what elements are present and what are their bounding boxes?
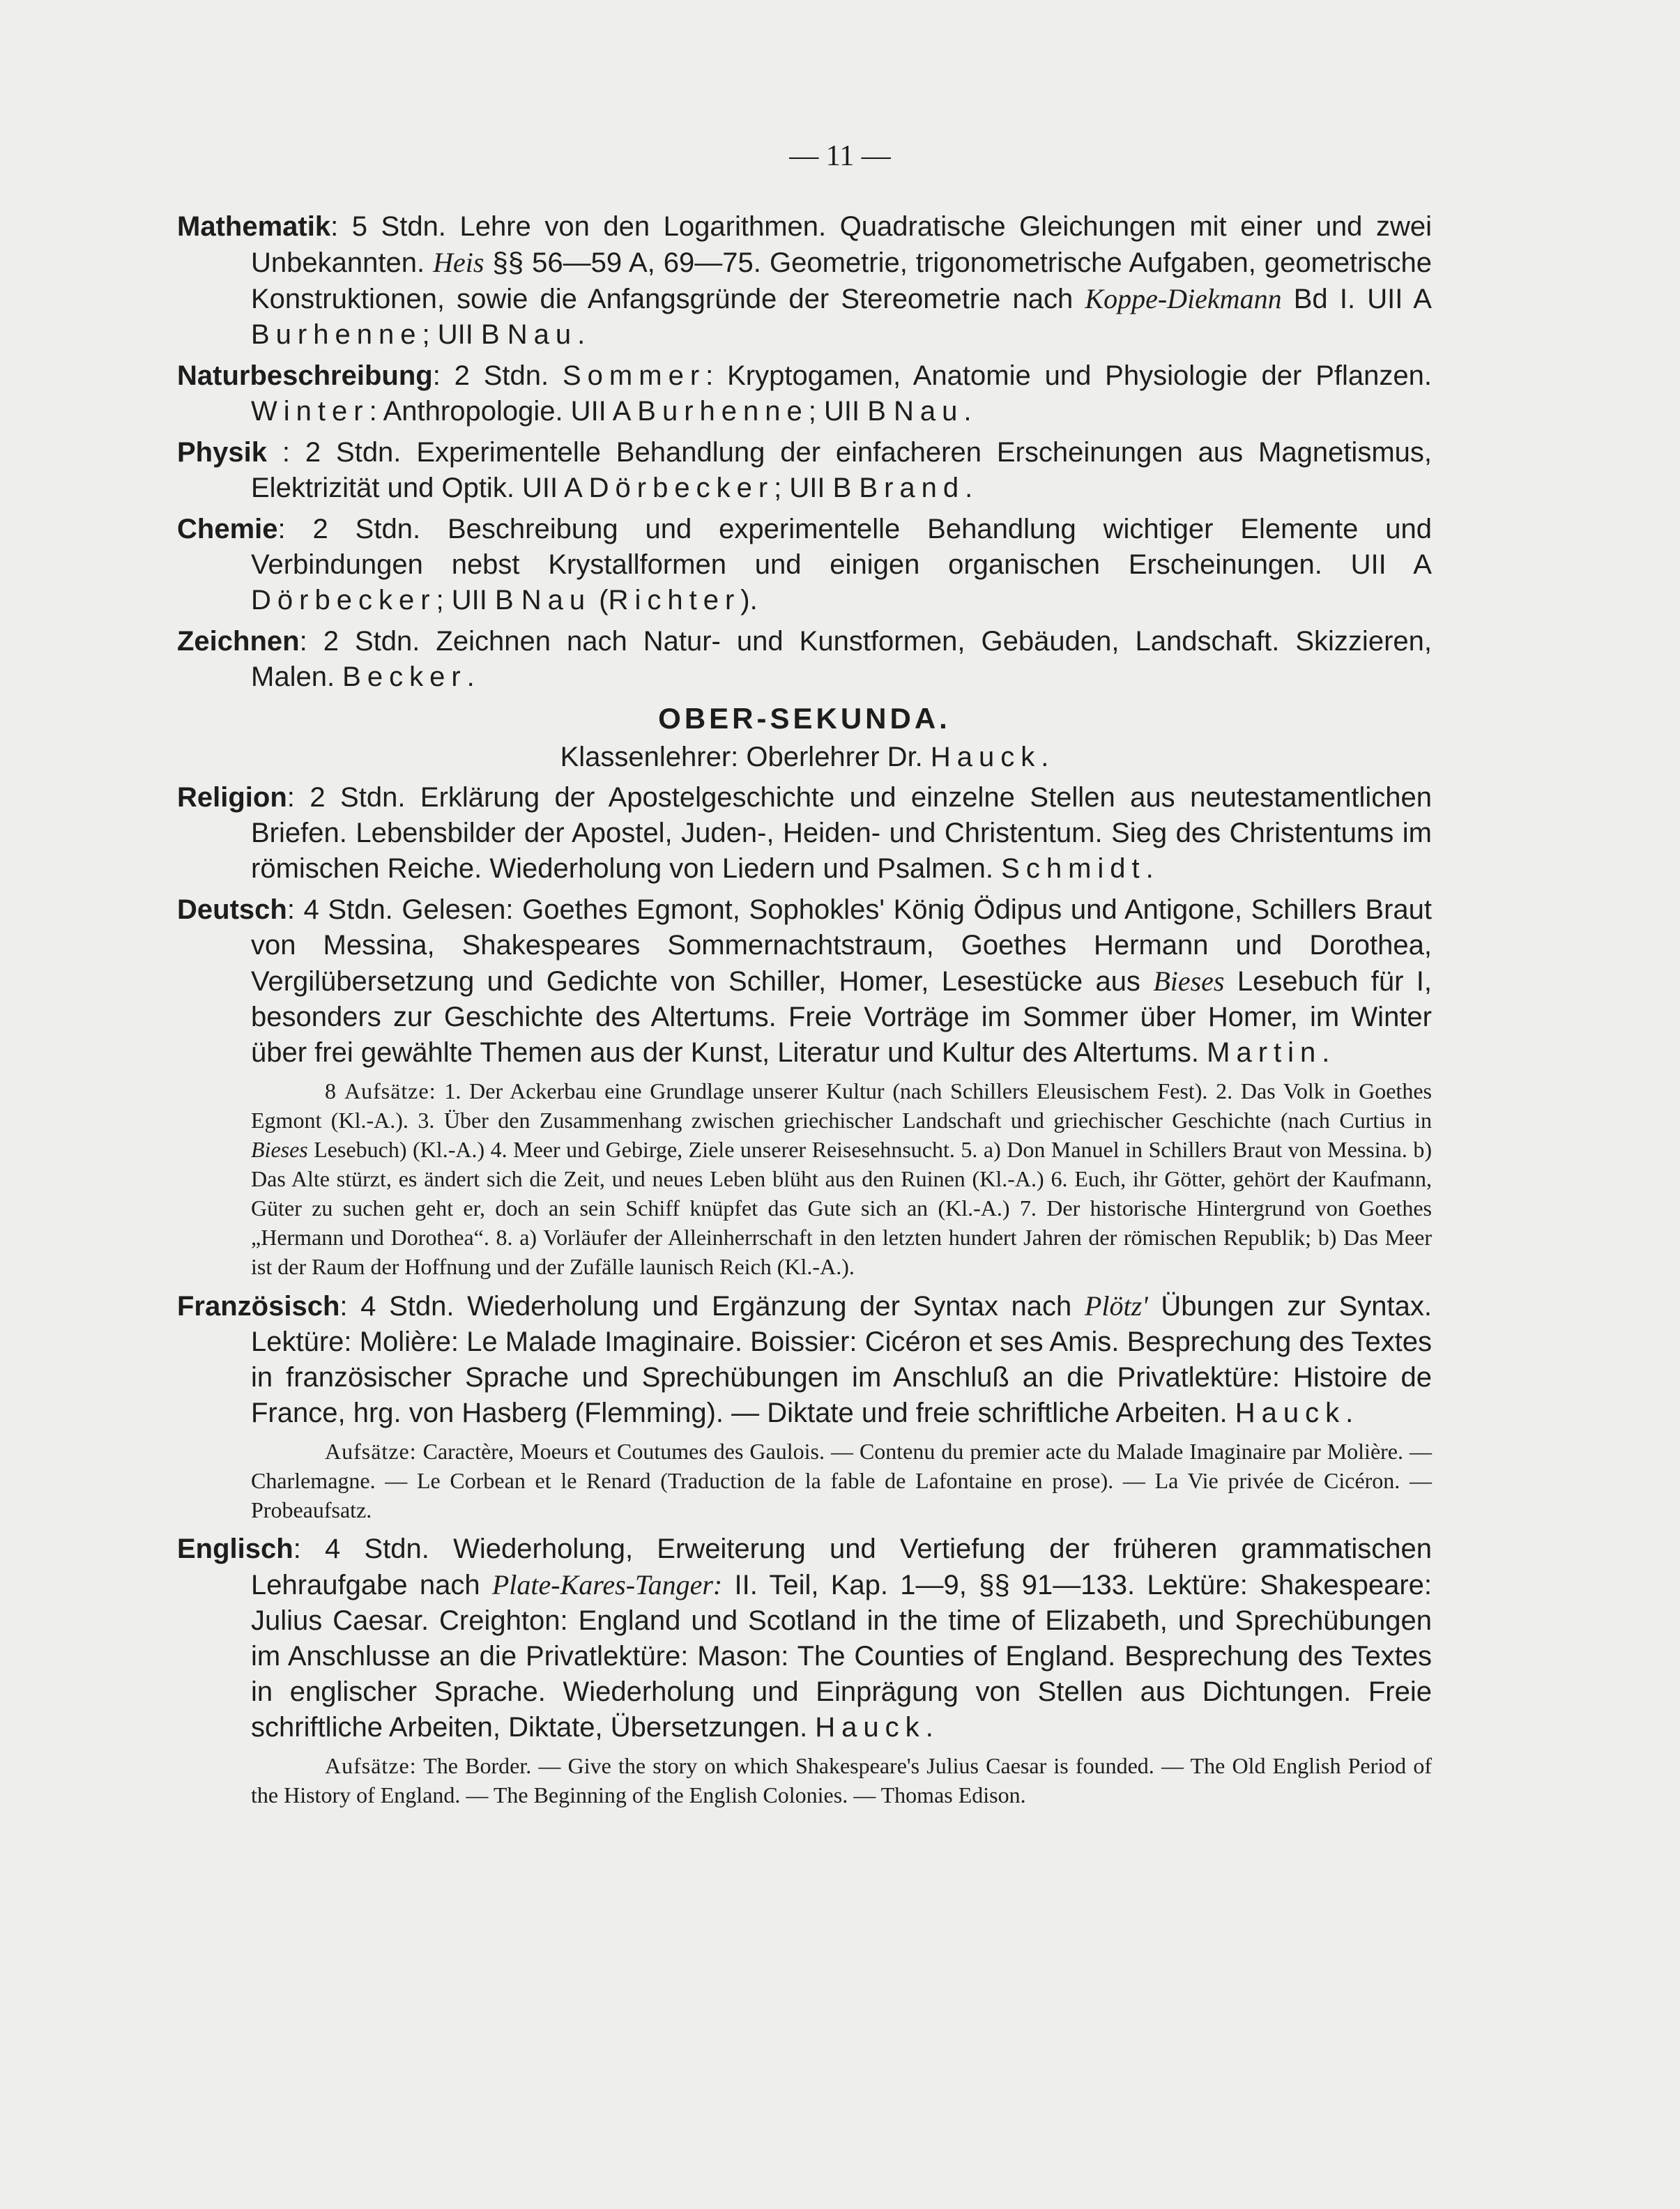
essay-list-franzoesisch: Aufsätze: Caractère, Moeurs et Coutumes des Gaulois. — Contenu du premier acte du Malade Imaginaire par Molière. — Charlemagne. — Le Corbean et le Renard (Traduction de la fable de Lafontaine en prose). — La Vie privée de Cicéron. — Probeaufsatz. xyxy=(251,1439,1432,1522)
subject-heading: Physik xyxy=(177,437,267,468)
subject-zeichnen: Zeichnen: 2 Stdn. Zeichnen nach Natur- und Kunstformen, Gebäuden, Landschaft. Skizzieren, Malen. Becker. xyxy=(177,626,1432,692)
subject-heading: Deutsch xyxy=(177,894,287,925)
essay-label: 8 Aufsätze: xyxy=(325,1078,436,1103)
teacher-name: Nau xyxy=(521,585,592,616)
class-teacher: Klassenlehrer: Oberlehrer Dr. Hauck. xyxy=(560,742,1049,772)
section-title: OBER-SEKUNDA. xyxy=(658,702,951,735)
subject-deutsch: Deutsch: 4 Stdn. Gelesen: Goethes Egmont, Sophokles' König Ödipus und Antigone, Schillers Braut von Messina, Shakespeares Sommernachtstraum, Goethes Hermann und Dorothea, Vergilübersetzung und Gedichte von Schiller, Homer, Lesestücke aus Bieses Lesebuch für I, besonders zur Geschichte des Altertums. Freie Vorträge im Sommer über Homer, im Winter über frei gewählte Themen aus der Kunst, Literatur und Kultur des Altertums. Martin. xyxy=(177,894,1432,1068)
subject-physik: Physik : 2 Stdn. Experimentelle Behandlung der einfacheren Erscheinungen aus Magnetismus, Elektrizität und Optik. UII A Dörbecker; UII B Brand. xyxy=(177,437,1432,503)
subject-heading: Englisch xyxy=(177,1534,293,1564)
teacher-name: Becker xyxy=(342,662,467,692)
essay-label: Aufsätze: xyxy=(325,1753,417,1778)
subject-heading: Naturbeschreibung xyxy=(177,360,433,391)
teacher-name: Nau xyxy=(894,396,964,427)
teacher-name: Martin xyxy=(1207,1037,1322,1068)
page-body xyxy=(177,209,1432,1817)
subject-chemie: Chemie: 2 Stdn. Beschreibung und experimentelle Behandlung wichtiger Elemente und Verbindungen nebst Krystallformen und einigen organischen Erscheinungen. UII A Dörbecker; UII B Nau (Richter). xyxy=(177,514,1432,616)
teacher-name: Hauck xyxy=(930,742,1041,772)
teacher-name: Richter xyxy=(608,585,741,616)
teacher-name: Dörbecker xyxy=(588,473,774,503)
subject-heading: Französisch xyxy=(177,1291,340,1322)
essay-list-deutsch: 8 Aufsätze: 1. Der Ackerbau eine Grundlage unserer Kultur (nach Schillers Eleusischem Fest). 2. Das Volk in Goethes Egmont (Kl.-A.). 3. Über den Zusammenhang zwischen griechischer Landschaft und griechischer Geschichte (nach Curtius in Bieses Lesebuch) (Kl.-A.) 4. Meer und Gebirge, Ziele unserer Reisesehnsucht. 5. a) Don Manuel in Schillers Braut von Messina. b) Das Alte stürzt, es ändert sich die Zeit, und neues Leben blüht aus den Ruinen (Kl.-A.) 6. Euch, ihr Götter, gehört der Kaufmann, Güter zu suchen geht er, doch an sein Schiff knüpfet das Gute sich an (Kl.-A.) 7. Der historische Hintergrund von Goethes „Hermann und Dorothea“. 8. a) Vorläufer der Alleinherrschaft in den letzten hundert Jahren der römischen Republik; b) Das Meer ist der Raum der Hoffnung und der Zufälle launisch Reich (Kl.-A.). xyxy=(251,1078,1433,1279)
teacher-name: Nau xyxy=(507,319,578,350)
essay-label: Aufsätze: xyxy=(325,1439,417,1464)
teacher-name: Burhenne xyxy=(637,396,809,427)
subject-heading: Mathematik xyxy=(177,211,331,242)
subject-heading: Zeichnen xyxy=(177,626,300,657)
subject-mathematik: Mathematik: 5 Stdn. Lehre von den Logarithmen. Quadratische Gleichungen mit einer und zwei Unbekannten. Heis §§ 56—59 A, 69—75. Geometrie, trigonometrische Aufgaben, geometrische Konstruktionen, sowie die Anfangsgründe der Stereometrie nach Koppe-Diekmann Bd I. UII A Burhenne; UII B Nau. xyxy=(177,211,1432,350)
teacher-name: Hauck xyxy=(815,1712,926,1743)
page-number: — 11 — xyxy=(789,140,891,172)
teacher-name: Hauck xyxy=(1235,1398,1346,1428)
subject-heading: Religion xyxy=(177,782,287,813)
subject-englisch: Englisch: 4 Stdn. Wiederholung, Erweiterung und Vertiefung der früheren grammatischen Lehraufgabe nach Plate-Kares-Tanger: II. Teil, Kap. 1—9, §§ 91—133. Lektüre: Shakespeare: Julius Caesar. Creighton: England und Scotland in the time of Elizabeth, und Sprechübungen im Anschlusse an die Privatlektüre: Mason: The Counties of England. Besprechung des Textes in englischer Sprache. Wiederholung und Einprägung von Stellen aus Dichtungen. Freie schriftliche Arbeiten, Diktate, Übersetzungen. Hauck. xyxy=(177,1534,1432,1743)
teacher-name: Schmidt xyxy=(1001,853,1146,884)
subject-religion: Religion: 2 Stdn. Erklärung der Apostelgeschichte und einzelne Stellen aus neutestamentlichen Briefen. Lebensbilder der Apostel, Juden-, Heiden- und Christentum. Sieg des Christentums im römischen Reiche. Wiederholung von Liedern und Psalmen. Schmidt. xyxy=(177,782,1432,884)
subject-naturbeschreibung: Naturbeschreibung: 2 Stdn. Sommer: Kryptogamen, Anatomie und Physiologie der Pflanzen. Winter: Anthropologie. UII A Burhenne; UII B Nau. xyxy=(177,360,1432,427)
teacher-name: Burhenne xyxy=(251,319,422,350)
subject-franzoesisch: Französisch: 4 Stdn. Wiederholung und Ergänzung der Syntax nach Plötz' Übungen zur Syntax. Lektüre: Molière: Le Malade Imaginaire. Boissier: Cicéron et ses Amis. Besprechung des Textes in französischer Sprache und Sprechübungen im Anschluß an die Privatlektüre: Histoire de France, hrg. von Hasberg (Flemming). — Diktate und freie schriftliche Arbeiten. Hauck. xyxy=(177,1290,1432,1428)
subject-heading: Chemie xyxy=(177,514,278,544)
teacher-name: Brand xyxy=(859,473,965,503)
essay-list-englisch: Aufsätze: The Border. — Give the story on which Shakespeare's Julius Caesar is founded. — The Old English Period of the History of England. — The Beginning of the English Colonies. — Thomas Edison. xyxy=(251,1753,1432,1807)
teacher-name: Dörbecker xyxy=(251,585,436,616)
